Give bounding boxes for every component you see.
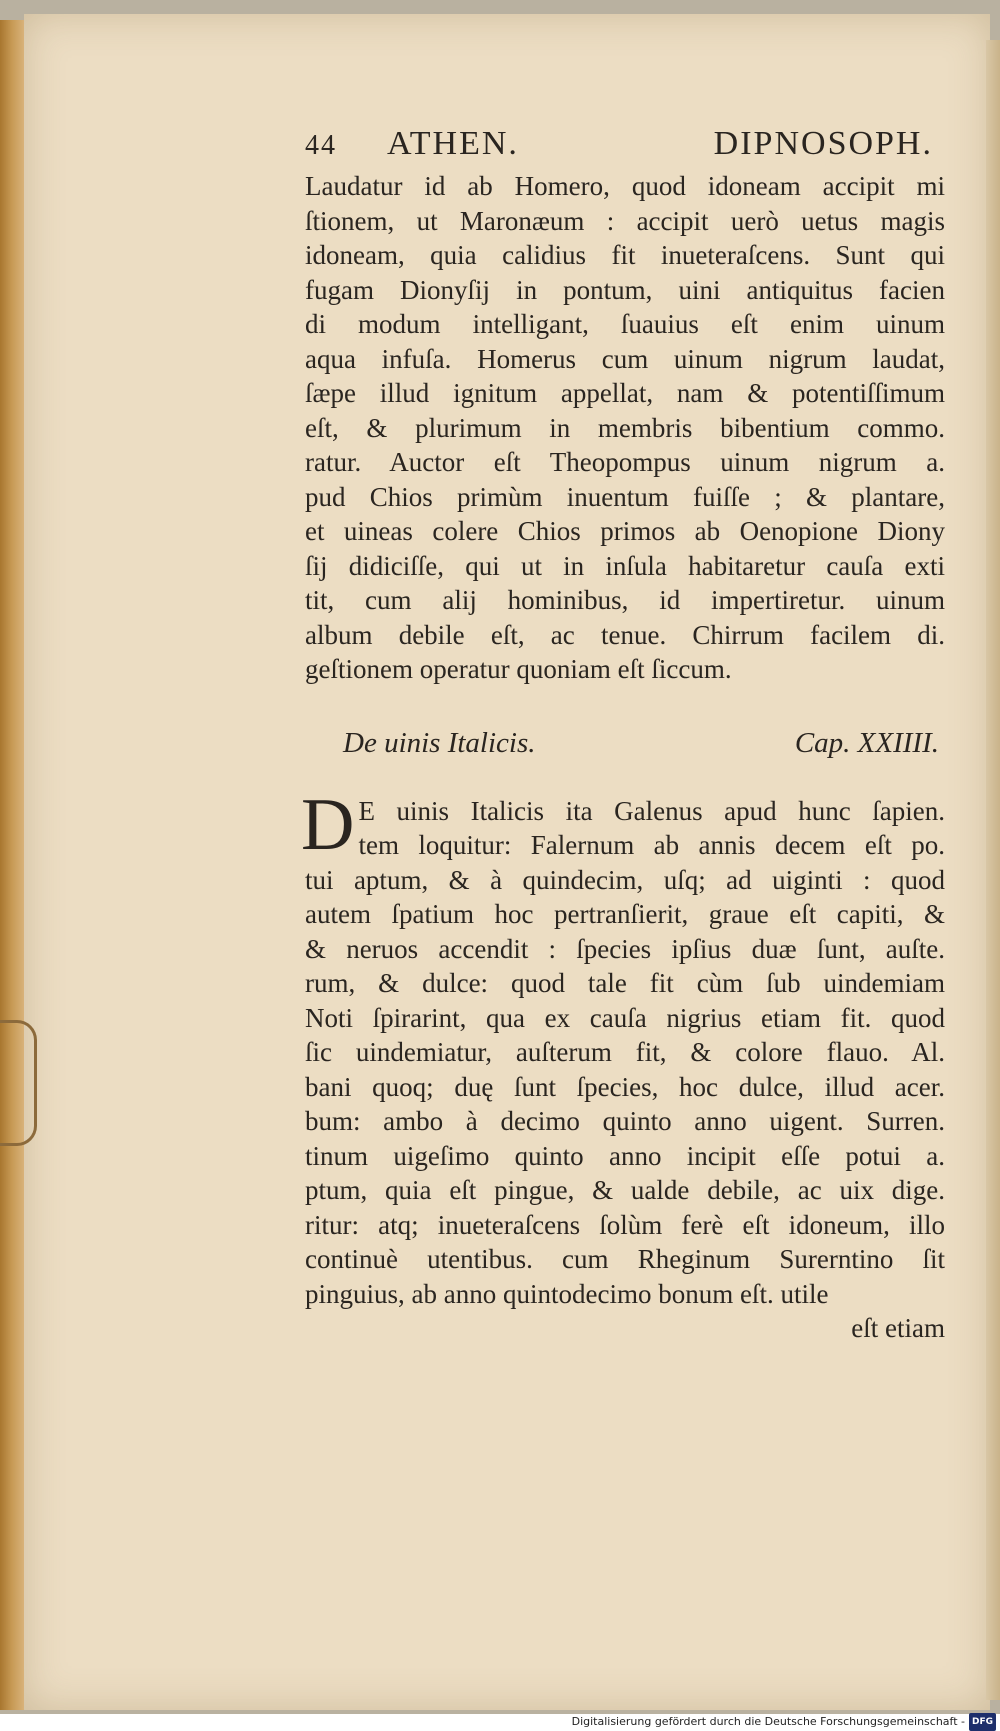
text-line: E uinis Italicis ita Galenus apud hunc ſapien.	[358, 795, 945, 826]
text-line: ſij didiciſſe, qui ut in inſula habitaretur cauſa exti	[305, 550, 945, 581]
book-clasp	[0, 1020, 37, 1146]
text-line: di modum intelligant, ſuauius eſt enim uinum	[305, 309, 945, 339]
text-line: aqua infuſa. Homerus cum uinum nigrum laudat,	[305, 343, 945, 374]
text-line: tui aptum, & à quindecim, uſq; ad uiginti : quod	[305, 864, 945, 895]
chapter-text	[301, 783, 945, 1312]
text-line: rum, & dulce: quod tale fit cùm ſub uindemiam	[305, 968, 945, 998]
text-line: album debile eſt, ac tenue. Chirrum facilem di.	[305, 619, 945, 650]
drop-cap-initial: D	[301, 783, 355, 866]
running-head-author: ATHEN.	[387, 125, 519, 162]
text-line: tem loquitur: Falernum ab annis decem eſt po.	[358, 830, 945, 860]
text-line: bani quoq; duę ſunt ſpecies, hoc dulce, illud acer.	[305, 1071, 945, 1102]
text-line: Noti ſpirarint, qua ex cauſa nigrius etiam fit. quod	[305, 1002, 945, 1033]
running-head	[387, 125, 945, 163]
page-number: 44	[305, 130, 337, 161]
text-line: pud Chios primùm inuentum fuiſſe ; & plantare,	[305, 481, 945, 512]
text-block	[301, 125, 945, 1345]
text-line: ſæpe illud ignitum appellat, nam & potentiſſimum	[305, 378, 945, 408]
text-line: pinguius, ab anno quintodecimo bonum eſt. utile	[305, 1278, 829, 1309]
text-line: idoneam, quia calidius fit inueteraſcens. Sunt qui	[305, 240, 945, 270]
book-edge-right	[986, 40, 1000, 1700]
text-line: fugam Dionyſij in pontum, uini antiquitus facien	[305, 274, 945, 305]
dfg-logo: DFG	[969, 1713, 996, 1731]
text-line: tinum uigeſimo quinto anno incipit eſſe potui a.	[305, 1140, 945, 1171]
text-line: autem ſpatium hoc pertranſierit, graue eſt capiti, &	[305, 899, 945, 929]
chapter-heading	[343, 727, 945, 760]
text-line: geſtionem operatur quoniam eſt ſiccum.	[305, 654, 732, 684]
chapter-title: De uinis Italicis.	[343, 726, 536, 759]
body-text	[305, 169, 945, 687]
catchword: eſt etiam	[851, 1313, 945, 1343]
text-line: ſic uindemiatur, auſterum fit, & colore flauo. Al.	[305, 1037, 945, 1067]
text-line: continuè utentibus. cum Rheginum Surerntino ſit	[305, 1244, 945, 1274]
text-line: ratur. Auctor eſt Theopompus uinum nigrum a.	[305, 447, 945, 477]
credit-text: Digitalisierung gefördert durch die Deutsche Forschungsgemeinschaft -	[571, 1715, 965, 1728]
text-line: ptum, quia eſt pingue, & ualde debile, ac uix dige.	[305, 1175, 945, 1205]
text-line: ſtionem, ut Maronæum : accipit uerò uetus magis	[305, 205, 945, 236]
text-line: et uineas colere Chios primos ab Oenopione Diony	[305, 516, 945, 546]
chapter-number: Cap. XXIIII.	[794, 726, 939, 759]
text-line: bum: ambo à decimo quinto anno uigent. Surren.	[305, 1106, 945, 1136]
text-line: ritur: atq; inueteraſcens ſolùm ferè eſt idoneum, illo	[305, 1209, 945, 1240]
digitization-credit	[572, 1714, 996, 1730]
text-line: & neruos accendit : ſpecies ipſius duæ ſunt, auſte.	[305, 933, 945, 964]
text-line: tit, cum alij hominibus, id impertiretur. uinum	[305, 585, 945, 615]
text-line: eſt, & plurimum in membris bibentium commo.	[305, 412, 945, 443]
text-line: Laudatur id ab Homero, quod idoneam accipit mi	[305, 171, 945, 201]
page-header	[305, 125, 945, 163]
running-head-work: DIPNOSOPH.	[713, 125, 933, 162]
